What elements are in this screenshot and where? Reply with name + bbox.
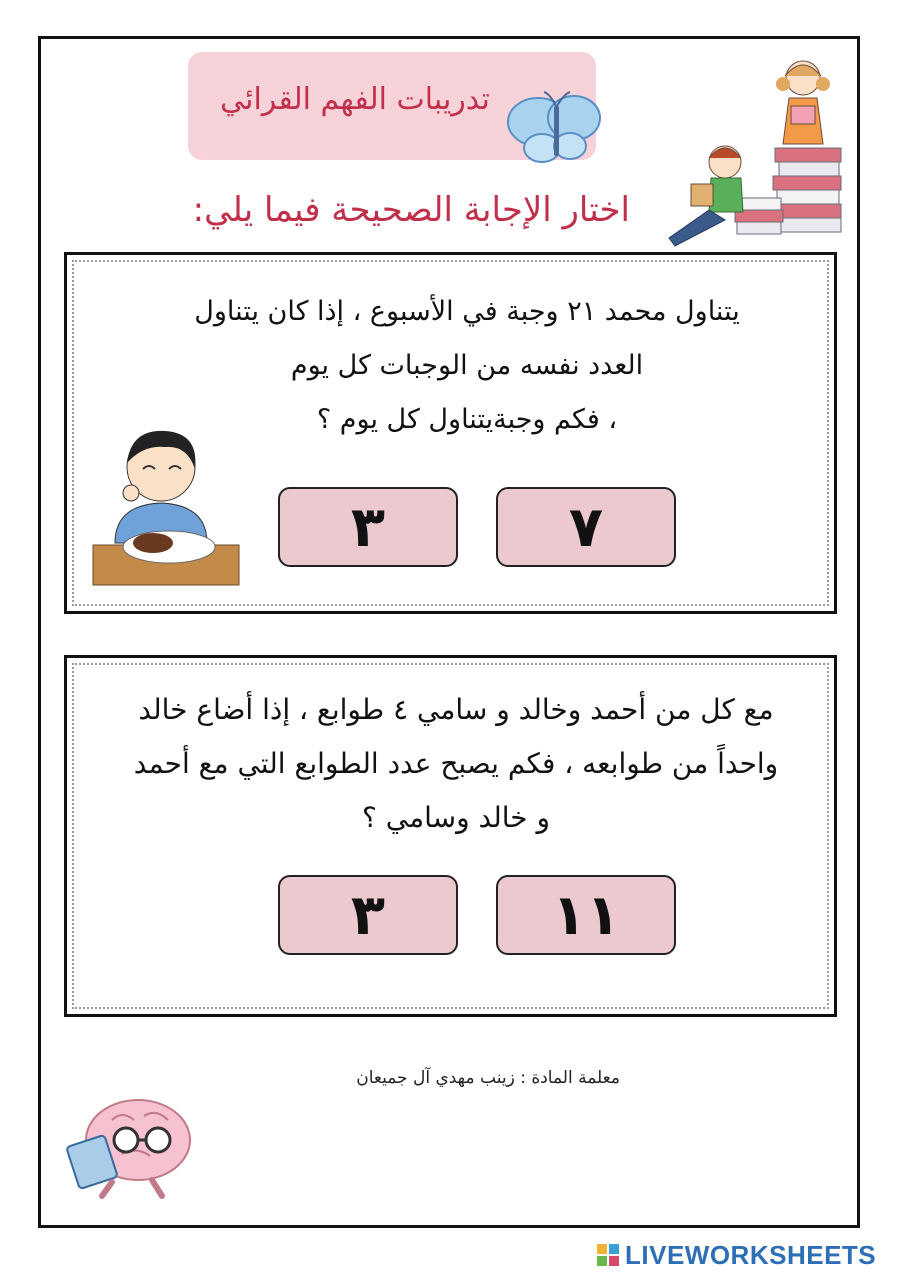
question-card-2 — [64, 655, 837, 1017]
liveworksheets-watermark — [597, 1238, 876, 1272]
book-stack-icon — [735, 148, 841, 234]
liveworksheets-logo-icon — [597, 1244, 619, 1266]
reading-kids-illustration — [665, 48, 855, 253]
instruction-text: اختار الإجابة الصحيحة فيما يلي: — [192, 190, 630, 230]
girl-reading-icon — [776, 61, 830, 144]
watermark-text: LIVEWORKSHEETS — [625, 1239, 877, 1270]
question-line: العدد نفسه من الوجبات كل يوم — [290, 350, 644, 381]
teacher-credit: معلمة المادة : زينب مهدي آل جميعان — [356, 1068, 620, 1088]
question-text-2 — [97, 683, 815, 845]
boy-reading-icon — [669, 146, 743, 246]
question-text-1 — [147, 285, 787, 447]
question-card-1 — [64, 252, 837, 614]
question-line: مع كل من أحمد وخالد و سامي ٤ طوابع ، إذا أضاع خالد — [138, 693, 774, 726]
question-line: و خالد وسامي ؟ — [361, 801, 550, 834]
answer-choice-7[interactable]: ٧ — [496, 487, 676, 567]
question-line: ، فكم وجبةيتناول كل يوم ؟ — [316, 404, 618, 435]
question-line: واحداً من طوابعه ، فكم يصبح عدد الطوابع التي مع أحمد — [133, 747, 779, 780]
answer-choice-11[interactable]: ١١ — [496, 875, 676, 955]
question-line: يتناول محمد ٢١ وجبة في الأسبوع ، إذا كان يتناول — [194, 296, 740, 327]
brain-reading-icon — [52, 1090, 202, 1200]
page-title: تدريبات الفهم القرائي — [220, 82, 490, 117]
boy-eating-icon — [91, 423, 241, 593]
answer-choice-3[interactable]: ٣ — [278, 487, 458, 567]
answer-choice-3[interactable]: ٣ — [278, 875, 458, 955]
butterfly-icon — [498, 88, 608, 168]
